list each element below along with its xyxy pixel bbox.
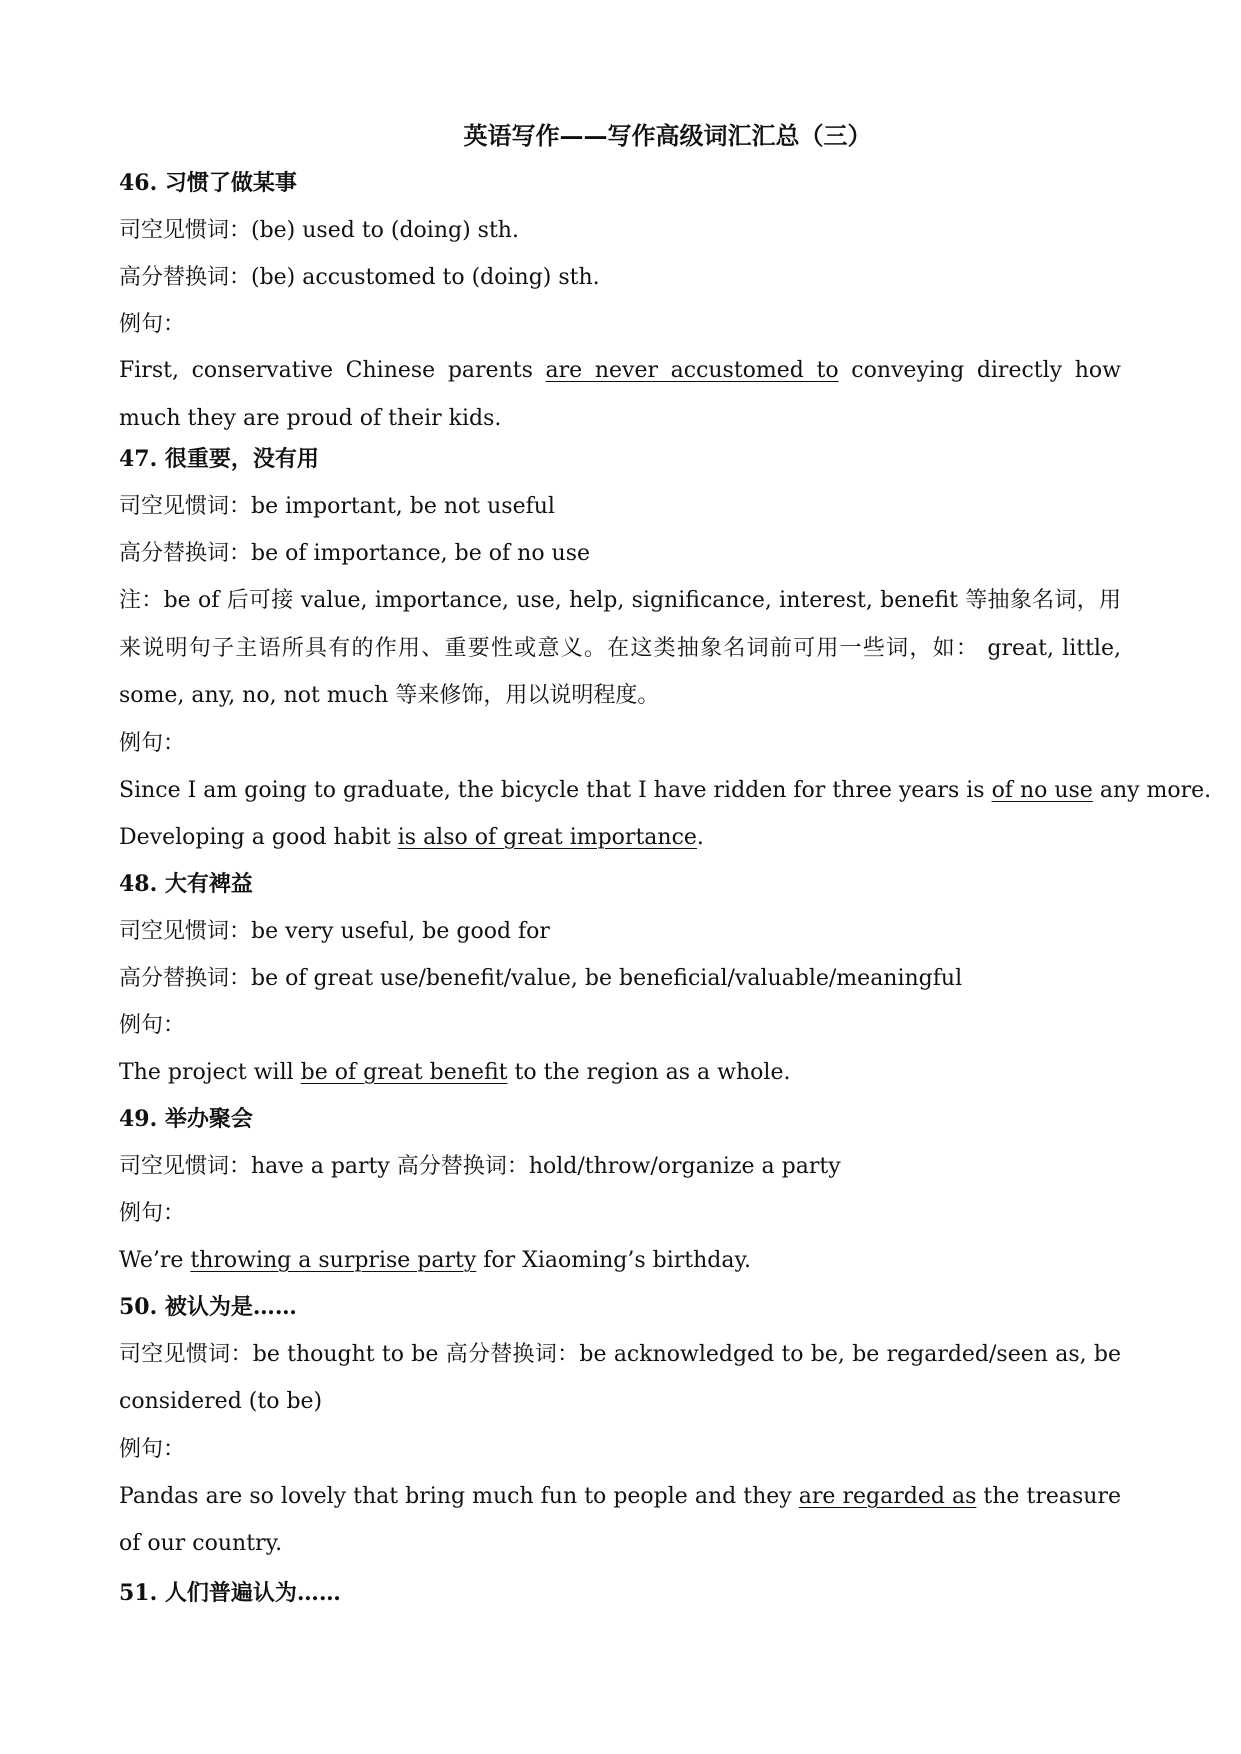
example-sentence [119, 347, 1121, 442]
example-sentence [119, 1049, 1121, 1096]
document-page [119, 112, 1212, 1617]
example-highlight: are never accustomed to [545, 358, 839, 383]
common-phrase: 司空见惯词：be very useful, be good for [119, 918, 550, 944]
example-text: to the region as a whole. [507, 1059, 791, 1085]
example-text: Developing a good habit [119, 824, 398, 850]
page-title: 英语写作——写作高级词汇汇总（三） [463, 121, 872, 150]
advanced-phrase: 高分替换词：be of great use/benefit/value, be beneficial/valuable/meaningful [119, 965, 963, 991]
section-heading: 46. 习惯了做某事 [119, 170, 297, 196]
section-heading: 49. 举办聚会 [119, 1105, 253, 1132]
advanced-phrase: 高分替换词：be of importance, be of no use [119, 541, 591, 566]
section-48 [119, 861, 1121, 1096]
example-sentence [119, 1237, 1121, 1284]
example-text: the treasure of our country. [119, 1483, 1121, 1556]
example-highlight: throwing a surprise party [190, 1247, 477, 1273]
example-text: Pandas are so lovely that bring much fun to people and they [119, 1483, 799, 1509]
common-phrase: 司空见惯词：be important, be not useful [119, 494, 555, 519]
example-text: Since I am going to graduate, the bicycle that I have ridden for three years is [119, 777, 992, 803]
example-label: 例句： [119, 730, 186, 756]
common-advanced-phrase: 司空见惯词：be thought to be 高分替换词：be acknowledged to be, be regarded/seen as, be considered (to be) [119, 1341, 1121, 1414]
example-label: 例句： [119, 312, 186, 337]
usage-note: 注：be of 后可接 value, importance, use, help, significance, interest, benefit 等抽象名词，用来说明句子主语所具有的作用、重要性或意义。在这类抽象名词前可用一些词，如： great, little, some, any, no, not much 等来修饰，用以说明程度。 [119, 588, 1121, 708]
example-text: We’re [119, 1247, 191, 1273]
section-51 [119, 1570, 1121, 1617]
example-highlight: is also of great importance [397, 824, 697, 850]
example-text: conveying directly how much they are proud of their kids. [119, 358, 1121, 431]
section-46 [119, 160, 1121, 442]
example-highlight: are regarded as [798, 1483, 977, 1509]
section-heading: 48. 大有裨益 [119, 870, 253, 897]
example-text: First, conservative Chinese parents [119, 358, 546, 383]
section-heading: 50. 被认为是…… [119, 1293, 297, 1320]
example-highlight: be of great benefit [300, 1059, 508, 1085]
section-49 [119, 1096, 1121, 1284]
example-label: 例句： [119, 1200, 186, 1226]
example-text: any more. [1092, 777, 1212, 803]
common-phrase: 司空见惯词：(be) used to (doing) sth. [119, 218, 519, 243]
example-text: The project will [119, 1059, 301, 1085]
example-highlight: of no use [991, 777, 1093, 803]
section-heading: 47. 很重要，没有用 [119, 446, 319, 472]
example-text: for Xiaoming’s birthday. [476, 1247, 752, 1273]
section-50 [119, 1284, 1121, 1568]
example-sentence [119, 814, 1121, 861]
common-advanced-phrase: 司空见惯词：have a party 高分替换词：hold/throw/organize a party [119, 1153, 841, 1179]
example-text: . [696, 824, 704, 850]
example-label: 例句： [119, 1436, 186, 1462]
example-sentence [119, 767, 1212, 814]
example-sentence [119, 1473, 1121, 1568]
section-heading: 51. 人们普遍认为…… [119, 1579, 341, 1606]
section-47 [119, 436, 1212, 861]
example-label: 例句： [119, 1012, 186, 1038]
advanced-phrase: 高分替换词：(be) accustomed to (doing) sth. [119, 265, 600, 290]
